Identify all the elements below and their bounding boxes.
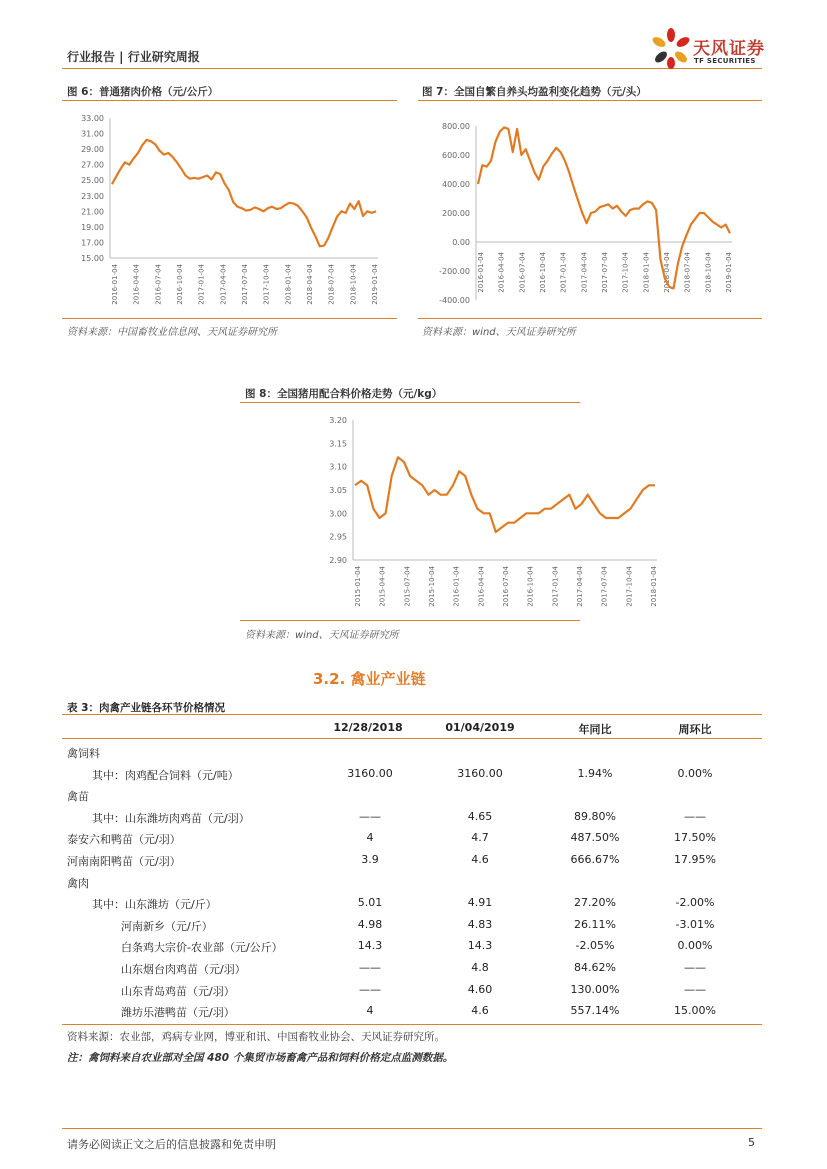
row-cell-4: —— [684, 982, 706, 996]
y-tick-label: 29.00 [81, 145, 104, 155]
x-tick-label: 2015-07-04 [403, 566, 412, 607]
row-cell-1: 3160.00 [347, 766, 393, 780]
y-tick-label: -200.00 [439, 267, 470, 276]
row-cell-1: 3.9 [361, 853, 379, 866]
table-row [62, 741, 762, 763]
table-header-col3: 年同比 [578, 723, 612, 736]
row-label: 禽肉 [67, 876, 89, 890]
y-tick-label: 21.00 [81, 207, 104, 217]
row-label: 其中：肉鸡配合饲料（元/吨） [92, 768, 239, 782]
figure7-title: 图 7：全国自繁自养头均盈利变化趋势（元/头） [422, 86, 647, 98]
row-label: 潍坊乐港鸭苗（元/羽） [121, 1006, 235, 1020]
row-cell-3: 666.67% [570, 853, 620, 866]
table-header-rule [62, 738, 762, 739]
y-tick-label: 400.00 [442, 180, 470, 189]
brand-name-en: TF SECURITIES [694, 57, 756, 65]
figure7-bottom-rule [418, 318, 762, 319]
table-note: 注：禽饲料来自农业部对全国 480 个集贸市场畜禽产品和饲料价格定点监测数据。 [67, 1052, 454, 1064]
y-tick-label: -400.00 [439, 296, 470, 305]
row-label: 泰安六和鸭苗（元/羽） [67, 833, 181, 847]
y-tick-label: 33.00 [81, 114, 104, 123]
figure7-top-rule [418, 100, 762, 101]
table-header-col2: 01/04/2019 [445, 721, 515, 734]
row-cell-3: 130.00% [570, 982, 620, 996]
x-tick-label: 2016-07-04 [154, 264, 163, 305]
table-row [62, 806, 762, 828]
figure8-title: 图 8：全国猪用配合料价格走势（元/kg） [245, 388, 443, 400]
table-source: 资料来源：农业部，鸡病专业网，博亚和讯、中国畜牧业协会、天风证券研究所。 [67, 1031, 445, 1043]
y-tick-label: 3.00 [329, 509, 347, 519]
row-label: 禽苗 [67, 790, 89, 804]
row-cell-3: 26.11% [574, 917, 616, 931]
row-cell-2: 4.60 [467, 982, 493, 996]
table-header-col4: 周环比 [678, 723, 712, 736]
figure8-bottom-rule [240, 620, 580, 621]
y-tick-label: 3.20 [329, 416, 347, 425]
table-row [62, 892, 762, 914]
row-cell-1: 14.3 [357, 939, 383, 953]
row-cell-4: 15.00% [674, 1004, 716, 1018]
row-cell-4: 0.00% [677, 939, 713, 953]
x-tick-label: 2018-10-04 [349, 264, 358, 305]
section-heading: 3.2. 禽业产业链 [313, 670, 426, 688]
row-label: 其中：山东潍坊（元/斤） [92, 898, 217, 912]
report-header: 行业报告 | 行业研究周报 [67, 50, 200, 64]
x-tick-label: 2018-01-04 [650, 566, 658, 607]
y-tick-label: 200.00 [442, 209, 470, 218]
table-header-col1: 12/28/2018 [333, 721, 403, 734]
x-tick-label: 2018-10-04 [704, 252, 713, 293]
x-tick-label: 2017-01-04 [559, 252, 568, 293]
row-cell-1: 4 [366, 831, 374, 845]
row-cell-2: 4.6 [471, 853, 489, 866]
y-tick-label: 3.15 [329, 439, 347, 449]
row-cell-1: 4 [366, 1004, 374, 1018]
y-tick-label: 800.00 [442, 122, 470, 131]
row-cell-3: 89.80% [574, 809, 616, 823]
row-cell-3: -2.05% [575, 939, 615, 953]
row-cell-2: 3160.00 [457, 766, 503, 780]
figure6-top-rule [62, 100, 397, 101]
row-cell-1: 4.98 [357, 917, 383, 931]
table-row [62, 871, 762, 893]
x-tick-label: 2016-07-04 [502, 566, 510, 607]
row-cell-2: 4.65 [467, 809, 493, 823]
footer-divider [62, 1128, 762, 1129]
row-cell-3: 487.50% [570, 831, 620, 845]
y-tick-label: 600.00 [442, 151, 470, 160]
y-tick-label: 27.00 [81, 160, 104, 170]
y-tick-label: 2.95 [329, 532, 347, 542]
x-tick-label: 2016-10-04 [526, 566, 535, 607]
y-tick-label: 2.90 [329, 556, 347, 565]
y-tick-label: 19.00 [81, 222, 104, 232]
row-cell-3: 27.20% [574, 896, 616, 910]
figure6-source: 资料来源：中国畜牧业信息网、天风证券研究所 [67, 327, 277, 338]
row-cell-4: 17.95% [674, 853, 716, 866]
x-tick-label: 2017-07-04 [601, 252, 609, 293]
x-tick-label: 2018-01-04 [284, 264, 293, 305]
x-tick-label: 2016-01-04 [111, 264, 119, 305]
table-row [62, 763, 762, 785]
y-tick-label: 3.10 [329, 462, 347, 472]
row-cell-1: —— [359, 961, 381, 974]
x-tick-label: 2019-01-04 [371, 264, 379, 305]
x-tick-label: 2017-01-04 [197, 264, 206, 305]
row-cell-4: 0.00% [677, 766, 713, 780]
flower-logo-icon [648, 26, 694, 72]
page-number: 5 [748, 1136, 755, 1149]
row-cell-2: 4.91 [467, 896, 493, 910]
table-row [62, 979, 762, 1001]
y-tick-label: 23.00 [81, 191, 104, 201]
figure6-bottom-rule [62, 318, 397, 319]
x-tick-label: 2016-01-04 [477, 252, 485, 293]
x-tick-label: 2016-10-04 [539, 252, 547, 293]
x-tick-label: 2015-04-04 [378, 566, 387, 607]
table-row [62, 1000, 762, 1022]
x-tick-label: 2017-04-04 [219, 264, 228, 305]
row-cell-3: 1.94% [577, 766, 613, 780]
brand-name-cn: 天风证券 [693, 39, 765, 59]
row-label: 山东青岛鸡苗（元/羽） [121, 984, 235, 998]
row-cell-2: 14.3 [467, 939, 493, 953]
row-cell-4: 17.50% [674, 831, 716, 845]
figure8-top-rule [240, 402, 580, 403]
figure6-title: 图 6：普通猪肉价格（元/公斤） [67, 86, 219, 98]
x-tick-label: 2016-01-04 [452, 566, 461, 607]
x-tick-label: 2017-01-04 [551, 566, 560, 607]
x-tick-label: 2016-04-04 [132, 264, 141, 305]
y-tick-label: 25.00 [81, 176, 104, 186]
x-tick-label: 2018-07-04 [683, 252, 692, 293]
x-tick-label: 2017-07-04 [600, 566, 609, 607]
figure7-source: 资料来源：wind、天风证券研究所 [422, 327, 576, 338]
y-tick-label: 31.00 [81, 129, 104, 139]
row-label: 山东烟台肉鸡苗（元/羽） [121, 963, 246, 976]
x-tick-label: 2016-07-04 [518, 252, 527, 293]
table-row [62, 827, 762, 849]
series-line [355, 457, 655, 532]
figure8-source: 资料来源：wind、天风证券研究所 [245, 630, 399, 641]
x-tick-label: 2018-04-04 [306, 264, 314, 305]
x-tick-label: 2017-10-04 [262, 264, 271, 305]
x-tick-label: 2018-04-04 [663, 252, 671, 293]
x-tick-label: 2016-04-04 [477, 566, 486, 607]
x-tick-label: 2018-07-04 [327, 264, 336, 305]
row-cell-4: -2.00% [675, 896, 715, 910]
row-cell-4: -3.01% [675, 917, 715, 931]
pork-price-chart [62, 104, 397, 314]
table-row [62, 957, 762, 979]
y-tick-label: 0.00 [452, 238, 470, 247]
row-cell-2: 4.83 [467, 917, 493, 931]
row-cell-1: —— [359, 809, 381, 823]
y-tick-label: 17.00 [81, 238, 104, 248]
series-line [112, 140, 376, 247]
x-tick-label: 2015-01-04 [354, 566, 362, 607]
table-row [62, 849, 762, 871]
table-row [62, 914, 762, 936]
row-label: 其中：山东潍坊肉鸡苗（元/羽） [92, 811, 250, 825]
row-cell-3: 557.14% [570, 1004, 620, 1018]
row-cell-2: 4.6 [471, 1004, 489, 1018]
row-label: 禽饲料 [67, 747, 100, 760]
x-tick-label: 2017-04-04 [576, 566, 584, 607]
row-label: 白条鸡大宗价-农业部（元/公斤） [121, 941, 283, 955]
row-cell-1: 5.01 [357, 896, 383, 910]
x-tick-label: 2016-10-04 [176, 264, 184, 305]
row-cell-1: —— [359, 982, 381, 996]
table-title: 表 3：肉禽产业链各环节价格情况 [67, 702, 225, 714]
row-cell-4: —— [684, 961, 706, 974]
row-cell-3: 84.62% [574, 961, 616, 974]
x-tick-label: 2017-07-04 [241, 264, 249, 305]
row-cell-4: —— [684, 809, 706, 823]
x-tick-label: 2016-04-04 [497, 252, 506, 293]
table-bottom-rule [62, 1024, 762, 1025]
x-tick-label: 2015-10-04 [428, 566, 436, 607]
y-tick-label: 15.00 [81, 254, 104, 263]
y-tick-label: 3.05 [329, 486, 347, 495]
x-tick-label: 2017-10-04 [621, 252, 630, 293]
table-row [62, 935, 762, 957]
row-label: 河南南阳鸭苗（元/羽） [67, 855, 181, 868]
table-row [62, 784, 762, 806]
table-top-rule [62, 714, 762, 715]
row-cell-2: 4.7 [471, 831, 489, 845]
footer-disclaimer: 请务必阅读正文之后的信息披露和免责申明 [67, 1138, 276, 1151]
row-cell-2: 4.8 [471, 961, 489, 974]
x-tick-label: 2017-10-04 [625, 566, 634, 607]
row-label: 河南新乡（元/斤） [121, 919, 213, 933]
feed-price-chart [240, 408, 660, 618]
x-tick-label: 2017-04-04 [580, 252, 589, 293]
x-tick-label: 2019-01-04 [725, 252, 733, 293]
hog-profit-chart [418, 104, 762, 314]
x-tick-label: 2018-01-04 [642, 251, 651, 293]
